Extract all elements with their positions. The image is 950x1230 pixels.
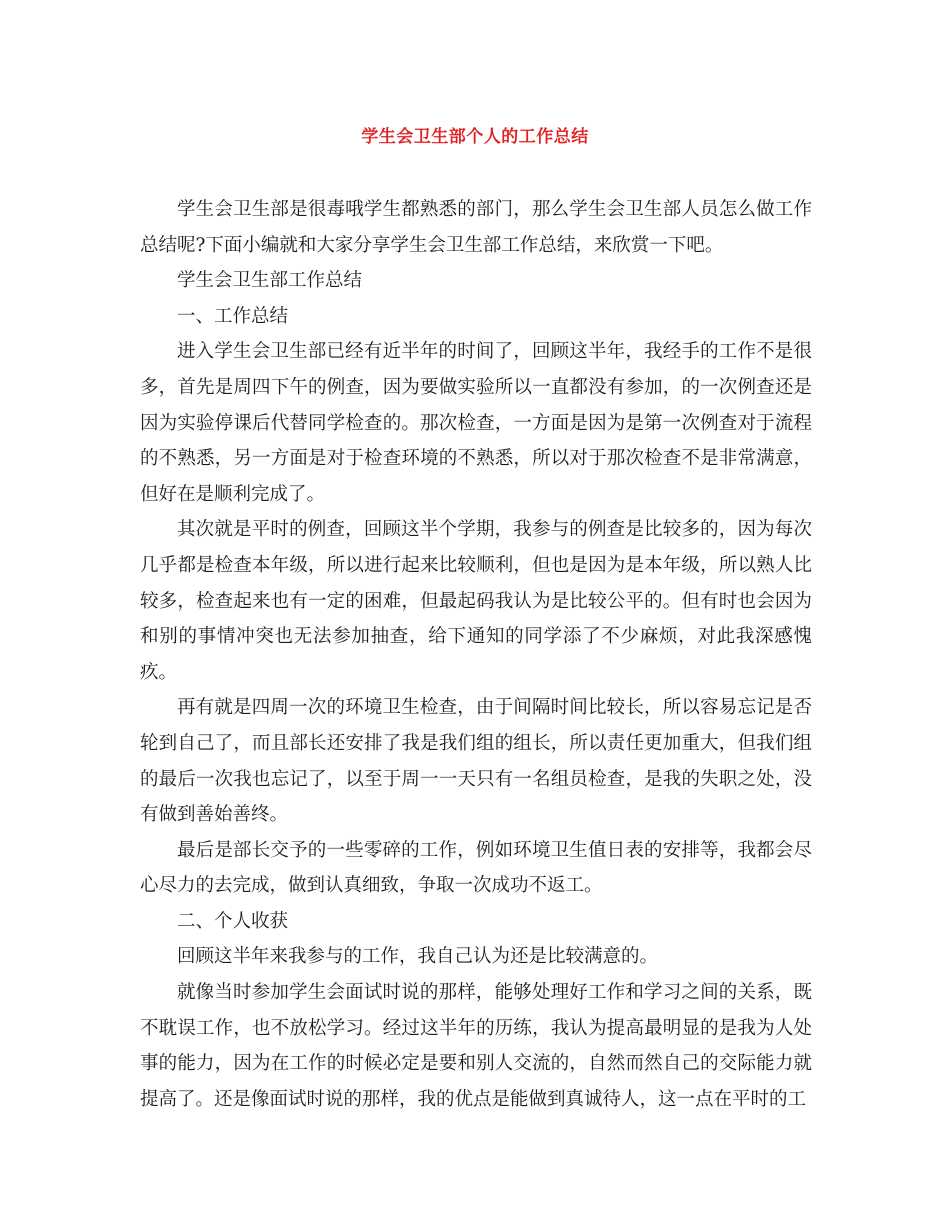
- document-body: [140, 192, 812, 1117]
- paragraph-work-2: 其次就是平时的例查，回顾这半个学期，我参与的例查是比较多的，因为每次几乎都是检查本年级，所以进行起来比较顺利，但也是因为是本年级，所以熟人比较多，检查起来也有一定的困难，但最起码我认为是比较公平的。但有时也会因为和别的事情冲突也无法参加抽查，给下通知的同学添了不少麻烦，对此我深感愧疚。: [140, 519, 812, 683]
- section-heading-summary: 学生会卫生部工作总结: [177, 270, 363, 292]
- paragraph-gain-1: 回顾这半年来我参与的工作，我自己认为还是比较满意的。: [177, 946, 659, 968]
- document-title: 学生会卫生部个人的工作总结: [361, 127, 589, 147]
- section-heading-personal-gain: 二、个人收获: [177, 910, 289, 932]
- paragraph-work-3: 再有就是四周一次的环境卫生检查，由于间隔时间比较长，所以容易忘记是否轮到自己了，而且部长还安排了我是我们组的组长，所以责任更加重大，但我们组的最后一次我也忘记了，以至于周一一天只有一名组员检查，是我的失职之处，没有做到善始善终。: [140, 697, 812, 826]
- section-heading-work-summary: 一、工作总结: [177, 305, 289, 327]
- paragraph-gain-2: 就像当时参加学生会面试时说的那样，能够处理好工作和学习之间的关系，既不耽误工作，也不放松学习。经过这半年的历练，我认为提高最明显的是我为人处事的能力，因为在工作的时候必定是要和别人交流的，自然而然自己的交际能力就提高了。还是像面试时说的那样，我的优点是能做到真诚待人，这一点在平时的工: [140, 982, 812, 1110]
- paragraph-work-1: 进入学生会卫生部已经有近半年的时间了，回顾这半年，我经手的工作不是很多，首先是周四下午的例查，因为要做实验所以一直都没有参加，的一次例查还是因为实验停课后代替同学检查的。那次检查，一方面是因为是第一次例查对于流程的不熟悉，另一方面是对于检查环境的不熟悉，所以对于那次检查不是非常满意，但好在是顺利完成了。: [140, 341, 812, 505]
- paragraph-work-4: 最后是部长交予的一些零碎的工作，例如环境卫生值日表的安排等，我都会尽心尽力的去完成，做到认真细致，争取一次成功不返工。: [140, 839, 812, 897]
- paragraph-intro: 学生会卫生部是很毒哦学生都熟悉的部门，那么学生会卫生部人员怎么做工作总结呢?下面小编就和大家分享学生会卫生部工作总结，来欣赏一下吧。: [140, 199, 812, 256]
